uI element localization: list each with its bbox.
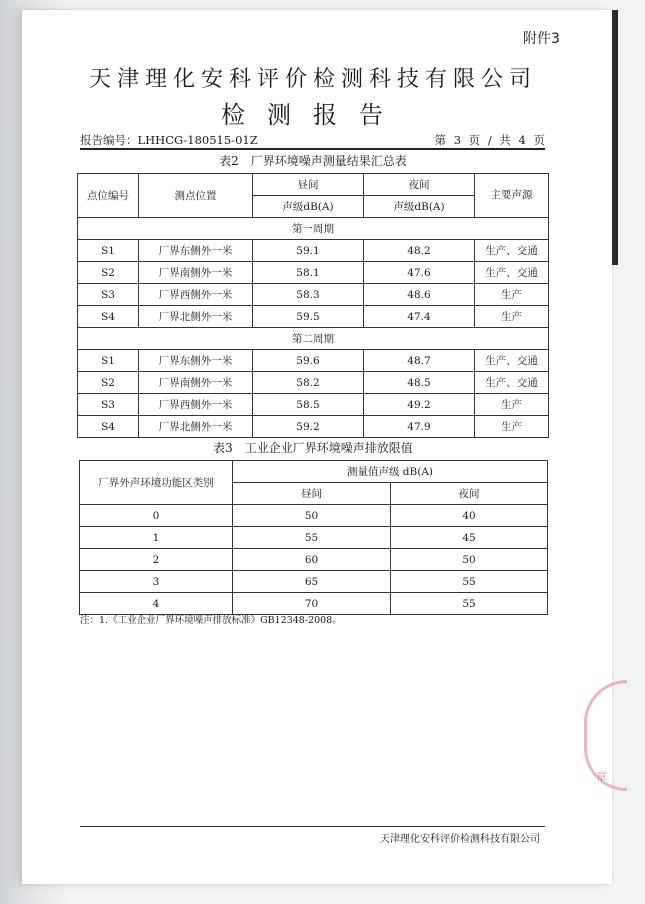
header-day: 昼间 — [233, 483, 391, 505]
source: 生产 — [475, 394, 549, 416]
category: 0 — [80, 505, 233, 527]
location: 厂界东侧外一米 — [139, 240, 253, 262]
source: 生产、交通 — [475, 372, 549, 394]
night-level: 47.9 — [364, 416, 475, 438]
footer-company: 天津理化安科评价检测科技有限公司 — [380, 834, 540, 845]
day-limit: 65 — [233, 571, 391, 593]
day-limit: 50 — [233, 505, 391, 527]
attachment-label: 附件3 — [523, 31, 560, 47]
table-row — [80, 505, 548, 527]
seal-stamp-text: 章 — [596, 770, 607, 783]
table-row — [78, 350, 549, 372]
night-limit: 50 — [391, 549, 548, 571]
table-row — [80, 571, 548, 593]
night-level: 48.6 — [364, 284, 475, 306]
header-day: 昼间 — [253, 174, 364, 196]
location: 厂界东侧外一米 — [139, 350, 253, 372]
table-row — [78, 416, 549, 438]
header-night: 夜间 — [391, 483, 548, 505]
noise-limits-table — [79, 460, 548, 615]
location: 厂界北侧外一米 — [139, 306, 253, 328]
page-info: 第 3 页 / 共 4 页 — [434, 133, 545, 147]
day-level: 58.2 — [253, 372, 364, 394]
location: 厂界南侧外一米 — [139, 372, 253, 394]
category: 4 — [80, 593, 233, 615]
point-id: S4 — [78, 306, 139, 328]
table-row — [80, 527, 548, 549]
source: 生产、交通 — [475, 262, 549, 284]
point-id: S4 — [78, 416, 139, 438]
day-limit: 70 — [233, 593, 391, 615]
night-limit: 45 — [391, 527, 548, 549]
night-limit: 55 — [391, 571, 548, 593]
location: 厂界南侧外一米 — [139, 262, 253, 284]
source: 生产 — [475, 306, 549, 328]
day-level: 59.2 — [253, 416, 364, 438]
night-level: 47.4 — [364, 306, 475, 328]
night-limit: 55 — [391, 593, 548, 615]
report-number: 报告编号：LHHCG-180515-01Z — [80, 133, 258, 147]
point-id: S3 — [78, 284, 139, 306]
header-night: 夜间 — [364, 174, 475, 196]
source: 生产 — [475, 284, 549, 306]
table-row — [78, 284, 549, 306]
point-id: S1 — [78, 350, 139, 372]
night-level: 48.2 — [364, 240, 475, 262]
point-id: S2 — [78, 262, 139, 284]
day-level: 59.5 — [253, 306, 364, 328]
night-level: 48.7 — [364, 350, 475, 372]
period-label: 第二周期 — [78, 328, 549, 350]
header-night-unit: 声级dB(A) — [364, 196, 475, 218]
header-source: 主要声源 — [475, 174, 549, 218]
header-point-no: 点位编号 — [78, 174, 139, 218]
table-row — [80, 549, 548, 571]
day-limit: 55 — [233, 527, 391, 549]
point-id: S3 — [78, 394, 139, 416]
night-limit: 40 — [391, 505, 548, 527]
period-label: 第一周期 — [78, 218, 549, 240]
night-level: 47.6 — [364, 262, 475, 284]
table2-caption: 表2 厂界环境噪声测量结果汇总表 — [219, 154, 407, 168]
day-level: 59.6 — [253, 350, 364, 372]
source: 生产 — [475, 416, 549, 438]
category: 3 — [80, 571, 233, 593]
noise-results-table — [77, 173, 549, 438]
source: 生产、交通 — [475, 240, 549, 262]
header-location: 测点位置 — [139, 174, 253, 218]
source: 生产、交通 — [475, 350, 549, 372]
day-limit: 60 — [233, 549, 391, 571]
table-row — [78, 394, 549, 416]
category: 2 — [80, 549, 233, 571]
footer-divider — [80, 826, 545, 827]
report-number-row — [80, 130, 545, 150]
table-row — [78, 262, 549, 284]
night-level: 49.2 — [364, 394, 475, 416]
day-level: 58.1 — [253, 262, 364, 284]
point-id: S2 — [78, 372, 139, 394]
night-level: 48.5 — [364, 372, 475, 394]
location: 厂界西侧外一米 — [139, 394, 253, 416]
table-row — [78, 372, 549, 394]
report-title: 检测报告 — [221, 101, 405, 129]
table-row — [78, 306, 549, 328]
point-id: S1 — [78, 240, 139, 262]
scan-edge — [612, 10, 618, 265]
footnote: 注：1.《工业企业厂界环境噪声排放标准》GB12348-2008。 — [80, 615, 342, 626]
category: 1 — [80, 527, 233, 549]
location: 厂界西侧外一米 — [139, 284, 253, 306]
location: 厂界北侧外一米 — [139, 416, 253, 438]
day-level: 59.1 — [253, 240, 364, 262]
day-level: 58.5 — [253, 394, 364, 416]
table-row — [78, 240, 549, 262]
header-category: 厂界外声环境功能区类别 — [80, 461, 233, 505]
header-day-unit: 声级dB(A) — [253, 196, 364, 218]
company-name: 天津理化安科评价检测科技有限公司 — [88, 67, 537, 92]
day-level: 58.3 — [253, 284, 364, 306]
header-measure: 测量值声级 dB(A) — [233, 461, 548, 483]
table3-caption: 表3 工业企业厂界环境噪声排放限值 — [213, 441, 413, 455]
